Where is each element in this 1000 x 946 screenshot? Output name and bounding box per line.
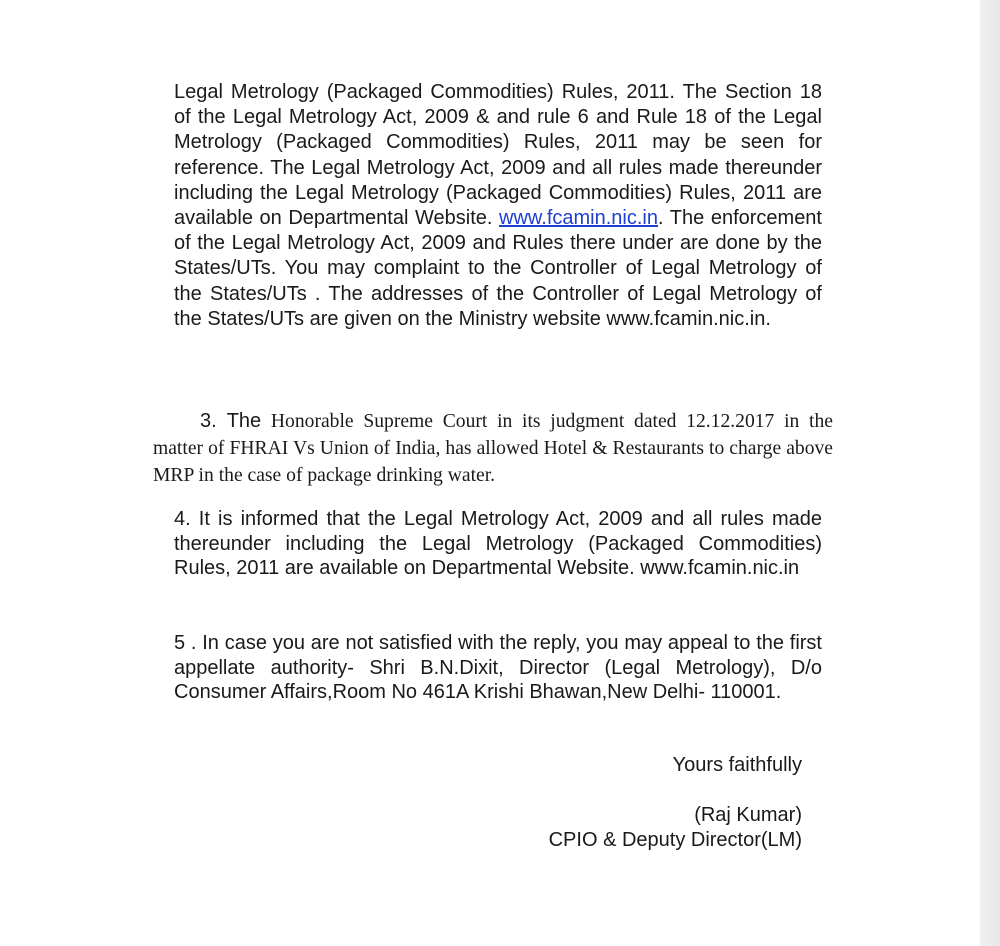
website-link[interactable]: www.fcamin.nic.in: [499, 207, 658, 230]
paragraph-appeal: 5 . In case you are not satisfied with the reply, you may appeal to the first appellate authority- Shri B.N.Dixit, Director (Legal Metrology), D/o Consumer Affairs,Room No 461A Krishi Bhawan,New Delhi- 110001.: [174, 632, 822, 703]
paragraph-supreme-court: [153, 408, 833, 489]
viewer-edge: [980, 0, 1000, 946]
closing-salutation: Yours faithfully: [672, 754, 802, 776]
signer-designation: CPIO & Deputy Director(LM): [548, 829, 802, 851]
signer-name: (Raj Kumar): [694, 804, 802, 826]
paragraph-text: Honorable Supreme Court in its judgment dated 12.12.2017 in the matter of FHRAI Vs Union of India, has allowed Hotel & Restaurants to charge above MRP in the case of package drinking water.: [153, 411, 833, 486]
paragraph-text: . The enforcement of the Legal Metrology Act, 2009 and Rules there under are done by the States/UTs. You may complaint to the Controller of Legal Metrology of the States/UTs . The addresses of the Controller of Legal Metrology of the States/UTs are given on the Ministry website www.fcamin.nic.in.: [174, 207, 822, 330]
paragraph-number: 3. The: [200, 410, 262, 432]
paragraph-rules-reference: [174, 80, 822, 332]
paragraph-text: Legal Metrology (Packaged Commodities) Rules, 2011. The Section 18 of the Legal Metrology Act, 2009 & and rule 6 and Rule 18 of the Legal Metrology (Packaged Commodities) Rules, 2011 may be seen for reference. The Legal Metrology Act, 2009 and all rules made thereunder including the Legal Metrology (Packaged Commodities) Rules, 2011 are available on Departmental Website.: [174, 81, 822, 230]
paragraph-website-info: 4. It is informed that the Legal Metrology Act, 2009 and all rules made thereunder including the Legal Metrology (Packaged Commodities) Rules, 2011 are available on Departmental Website. www.fcamin.nic.in: [174, 508, 822, 579]
